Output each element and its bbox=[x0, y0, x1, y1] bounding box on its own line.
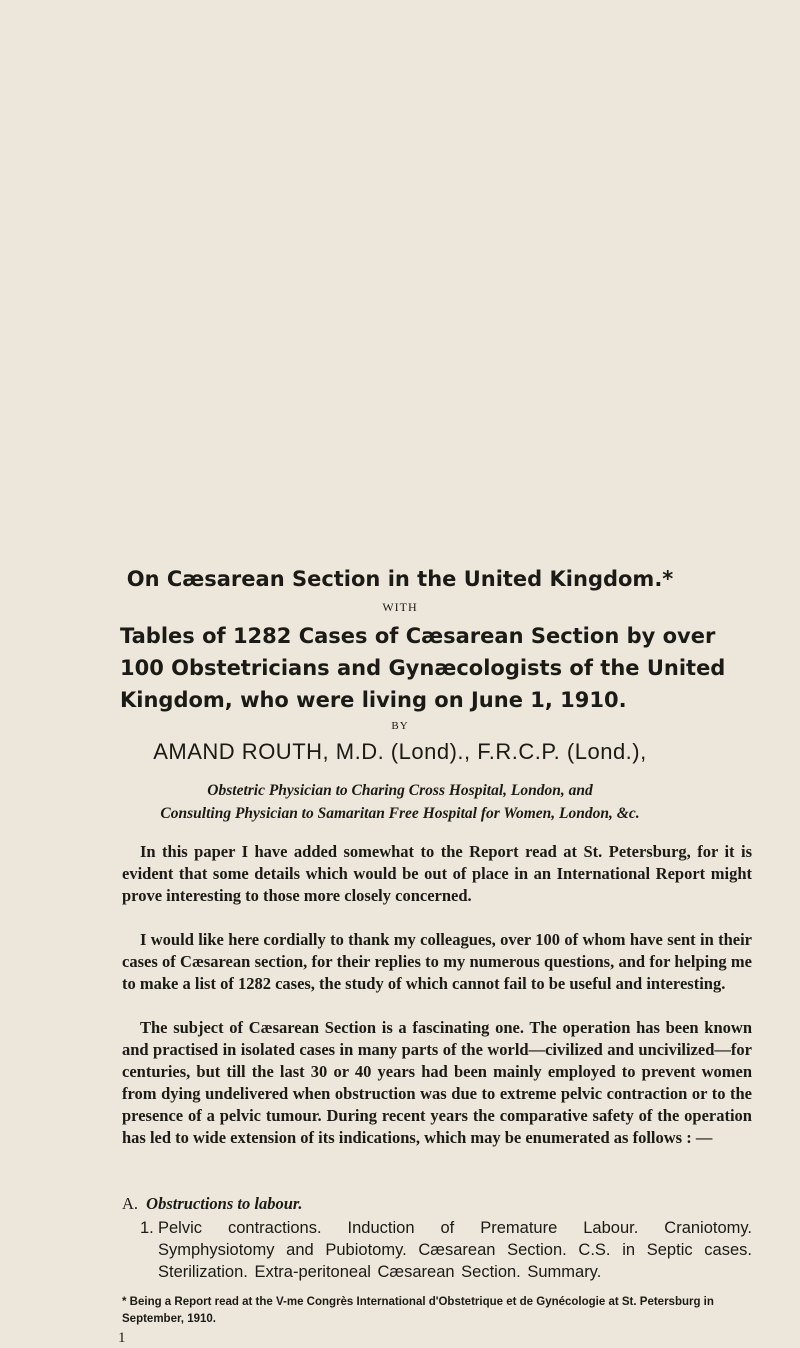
by-label: BY bbox=[391, 720, 409, 732]
paragraph-2: I would like here cordially to thank my colleagues, over 100 of whom have sent in their cases of Cæsarean section, for their replies to my numerous questions, and for helping me to make a list of 1282 cases, the study of which cannot fail to be useful and interesting. bbox=[122, 930, 752, 993]
section-title: Obstructions to labour. bbox=[146, 1194, 303, 1213]
paragraph-3: The subject of Cæsarean Section is a fascinating one. The operation has been known and practised in isolated cases in many parts of the world—civilized and uncivilized—for centuries, but till the last 30 or 40 years had been mainly employed to prevent women from dying undelivered when obstruction was due to extreme pelvic contraction or to the presence of a pelvic tumour. During recent years the comparative safety of the operation has led to wide extension of its indications, which may be enumerated as follows : — bbox=[122, 1018, 752, 1147]
author-affiliation-1: Obstetric Physician to Charing Cross Hospital, London, and bbox=[207, 782, 593, 799]
document-subtitle: Tables of 1282 Cases of Cæsarean Section by over 100 Obstetricians and Gynæcologists of the United Kingdom, who were living on June 1, 1910. bbox=[120, 624, 726, 712]
with-label: WITH bbox=[382, 600, 418, 614]
section-heading bbox=[122, 1194, 752, 1214]
author-name: AMAND ROUTH, M.D. (Lond)., F.R.C.P. (Lond.), bbox=[153, 739, 647, 764]
section-label: A. bbox=[122, 1194, 139, 1213]
list-item-number: 1. bbox=[140, 1219, 154, 1237]
page-number: 1 bbox=[118, 1330, 126, 1346]
list-item-text: Pelvic contractions. Induction of Premature Labour. Craniotomy. Symphysiotomy and Pubiotomy. Cæsarean Section. C.S. in Septic cases. Sterilization. Extra-peritoneal Cæsarean Section. Summary. bbox=[158, 1219, 752, 1281]
document-title: On Cæsarean Section in the United Kingdom.* bbox=[126, 567, 674, 591]
list-item bbox=[140, 1217, 752, 1283]
author-affiliation-2: Consulting Physician to Samaritan Free Hospital for Women, London, &c. bbox=[160, 805, 640, 822]
paragraph-1: In this paper I have added somewhat to the Report read at St. Petersburg, for it is evident that some details which would be out of place in an International Report might prove interesting to those more closely concerned. bbox=[122, 842, 752, 905]
footnote: * Being a Report read at the V-me Congrès International d'Obstetrique et de Gynécologie at St. Petersburg in September, 1910. bbox=[122, 1296, 714, 1325]
